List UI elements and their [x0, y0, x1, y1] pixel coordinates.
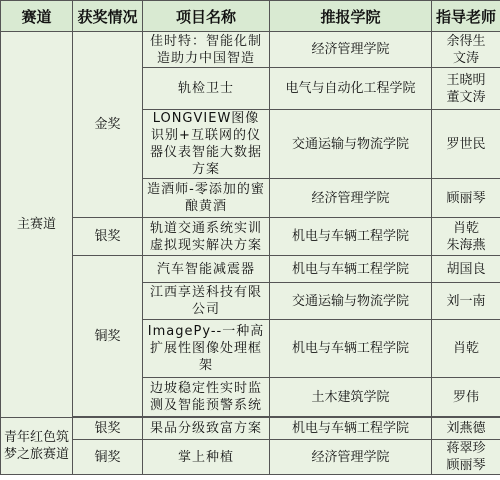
college-cell: 电气与自动化工程学院	[270, 68, 432, 110]
award-cell: 金奖	[73, 32, 143, 218]
advisor-cell: 刘燕德	[432, 418, 500, 440]
advisor-cell: 顾丽琴	[432, 179, 500, 218]
table-row	[1, 256, 500, 283]
project-cell: 果品分级致富方案	[143, 418, 270, 440]
advisor-cell: 罗伟	[432, 378, 500, 417]
header-row	[1, 1, 500, 32]
advisor-cell: 王晓明 董文涛	[432, 68, 500, 110]
college-cell: 机电与车辆工程学院	[270, 218, 432, 256]
college-cell: 机电与车辆工程学院	[270, 418, 432, 440]
project-cell: 轨检卫士	[143, 68, 270, 110]
college-cell: 交通运输与物流学院	[270, 283, 432, 320]
college-cell: 土木建筑学院	[270, 378, 432, 417]
table-row	[1, 440, 500, 475]
table-row	[1, 218, 500, 256]
advisor-cell: 肖乾 朱海燕	[432, 218, 500, 256]
header-track: 赛道	[1, 1, 73, 32]
advisor-cell: 肖乾	[432, 320, 500, 378]
project-cell: 掌上种植	[143, 440, 270, 475]
award-cell: 铜奖	[73, 256, 143, 417]
advisor-cell: 余得生 文涛	[432, 32, 500, 68]
project-cell: 轨道交通系统实训虚拟现实解决方案	[143, 218, 270, 256]
table-row	[1, 32, 500, 68]
college-cell: 机电与车辆工程学院	[270, 256, 432, 283]
header-award: 获奖情况	[73, 1, 143, 32]
college-cell: 经济管理学院	[270, 32, 432, 68]
header-project: 项目名称	[143, 1, 270, 32]
college-cell: 交通运输与物流学院	[270, 110, 432, 179]
project-cell: 佳时特：智能化制造助力中国智造	[143, 32, 270, 68]
header-college: 推报学院	[270, 1, 432, 32]
award-cell: 银奖	[73, 418, 143, 440]
college-cell: 经济管理学院	[270, 179, 432, 218]
advisor-cell: 蒋翠珍 顾丽琴	[432, 440, 500, 475]
project-cell: ImagePy--一种高扩展性图像处理框架	[143, 320, 270, 378]
project-cell: 汽车智能减震器	[143, 256, 270, 283]
track-cell: 主赛道	[1, 32, 73, 418]
advisor-cell: 罗世民	[432, 110, 500, 179]
college-cell: 经济管理学院	[270, 440, 432, 475]
project-cell: LONGVIEW图像识别+互联网的仪器仪表智能大数据方案	[143, 110, 270, 179]
advisor-cell: 刘一南	[432, 283, 500, 320]
header-advisor: 指导老师	[432, 1, 500, 32]
track-cell: 青年红色筑梦之旅赛道	[1, 418, 73, 475]
advisor-cell: 胡国良	[432, 256, 500, 283]
award-cell: 银奖	[73, 218, 143, 256]
project-cell: 江西享送科技有限公司	[143, 283, 270, 320]
award-cell: 铜奖	[73, 440, 143, 475]
college-cell: 机电与车辆工程学院	[270, 320, 432, 378]
table-row	[1, 418, 500, 440]
project-cell: 造酒师-零添加的蜜酿黄酒	[143, 179, 270, 218]
project-cell: 边坡稳定性实时监测及智能预警系统	[143, 378, 270, 417]
